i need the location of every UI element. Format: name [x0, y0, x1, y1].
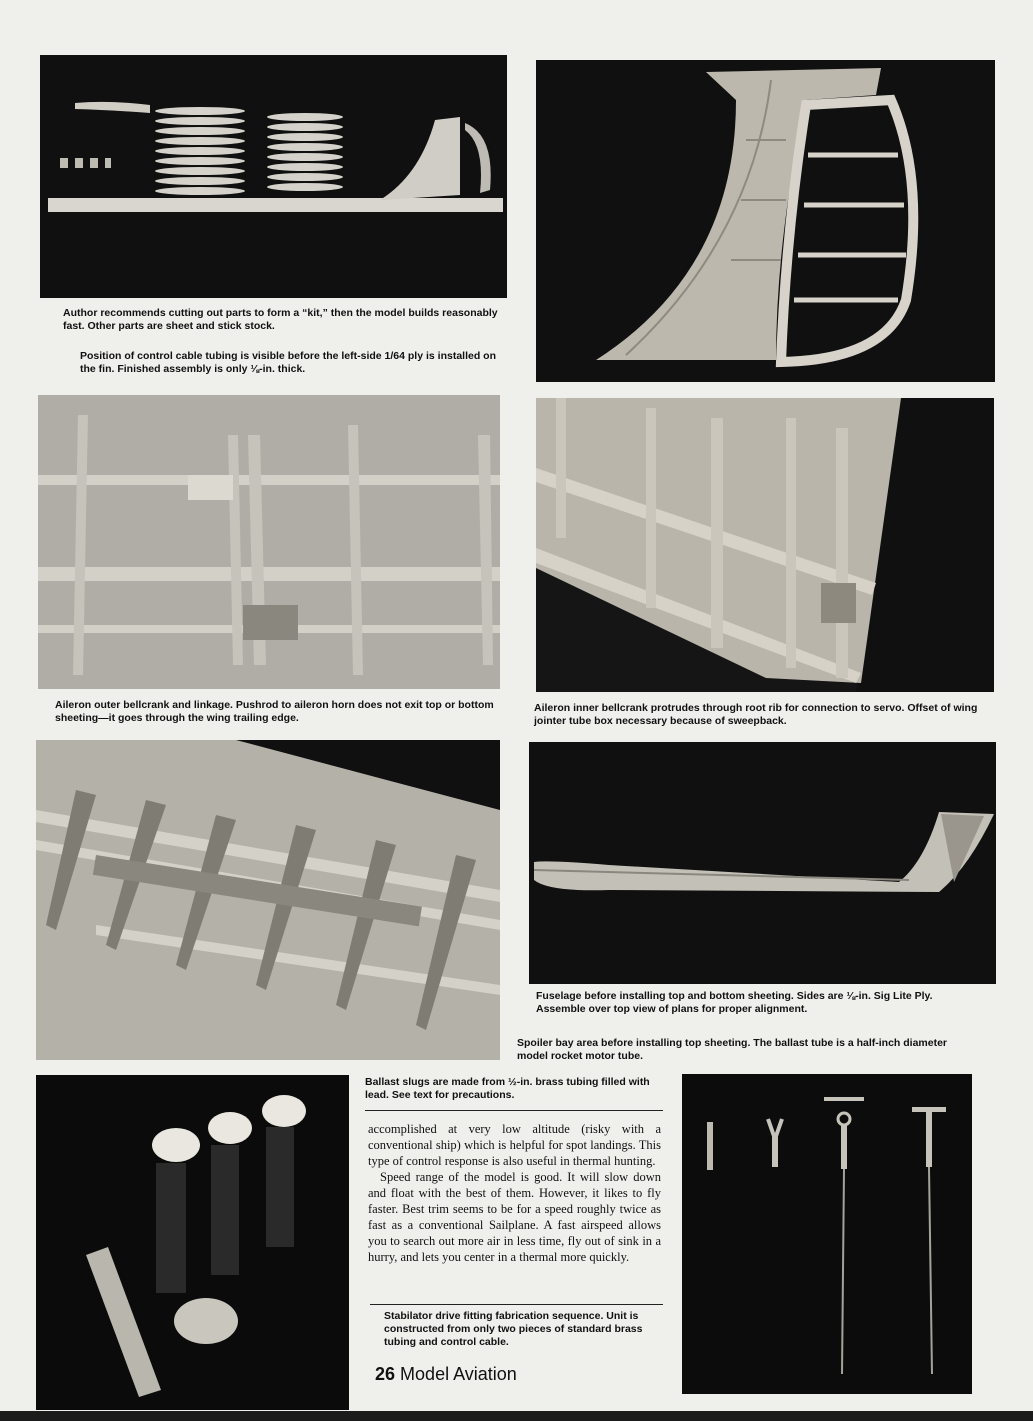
caption-kit-parts: Author recommends cutting out parts to form a “kit,” then the model builds reasonably fast. Other parts are sheet and stick stock. [63, 307, 498, 332]
divider-top [365, 1110, 663, 1111]
page-bottom-edge [0, 1411, 1033, 1421]
photo-stabilator-fitting [682, 1074, 972, 1394]
paragraph-2: Speed range of the model is good. It will slow down and float with the best of them. However, it likes to fly faster. Best trim seems to be for a speed roughly twice as fast as a conventional Sailplane. A fast airspeed allows you to search out more air in less time, fly out of sink in a hurry, and lets you center in a thermal more quickly. [368, 1170, 661, 1264]
caption-fuselage: Fuselage before installing top and bottom sheeting. Sides are ⅛-in. Sig Lite Ply. Assemble over top view of plans for proper alignment. [536, 990, 933, 1015]
caption-fin-tubing: Position of control cable tubing is visible before the left-side 1/64 ply is installed on the fin. Finished assembly is only ⅛-in. thick. [80, 350, 496, 375]
paragraph-1: accomplished at very low altitude (risky with a conventional ship) which is helpful for spot landings. This type of control response is also useful in thermal hunting. [368, 1122, 661, 1168]
caption-inner-bellcrank: Aileron inner bellcrank protrudes through root rib for connection to servo. Offset of wing jointer tube box necessary because of sweepback. [534, 702, 978, 727]
photo-fuselage [529, 742, 996, 984]
photo-kit-parts [40, 55, 507, 298]
photo-spoiler-bay [36, 740, 500, 1060]
article-body [368, 1121, 661, 1265]
photo-fin [536, 60, 995, 382]
caption-ballast-slugs: Ballast slugs are made from ½-in. brass tubing filled with lead. See text for precautions. [365, 1076, 650, 1101]
page-number: 26 [375, 1364, 396, 1384]
photo-outer-bellcrank [38, 395, 500, 689]
caption-spoiler-bay: Spoiler bay area before installing top sheeting. The ballast tube is a half-inch diameter model rocket motor tube. [517, 1037, 948, 1062]
caption-stabilator: Stabilator drive fitting fabrication sequence. Unit is constructed from only two pieces of standard brass tubing and control cable. [384, 1310, 643, 1348]
page-folio [375, 1364, 517, 1385]
photo-inner-bellcrank [536, 398, 994, 692]
caption-outer-bellcrank: Aileron outer bellcrank and linkage. Pushrod to aileron horn does not exit top or bottom sheeting—it goes through the wing trailing edge. [55, 699, 494, 724]
photo-ballast-slugs [36, 1075, 349, 1410]
divider-bottom [370, 1304, 663, 1305]
magazine-title: Model Aviation [400, 1364, 517, 1384]
